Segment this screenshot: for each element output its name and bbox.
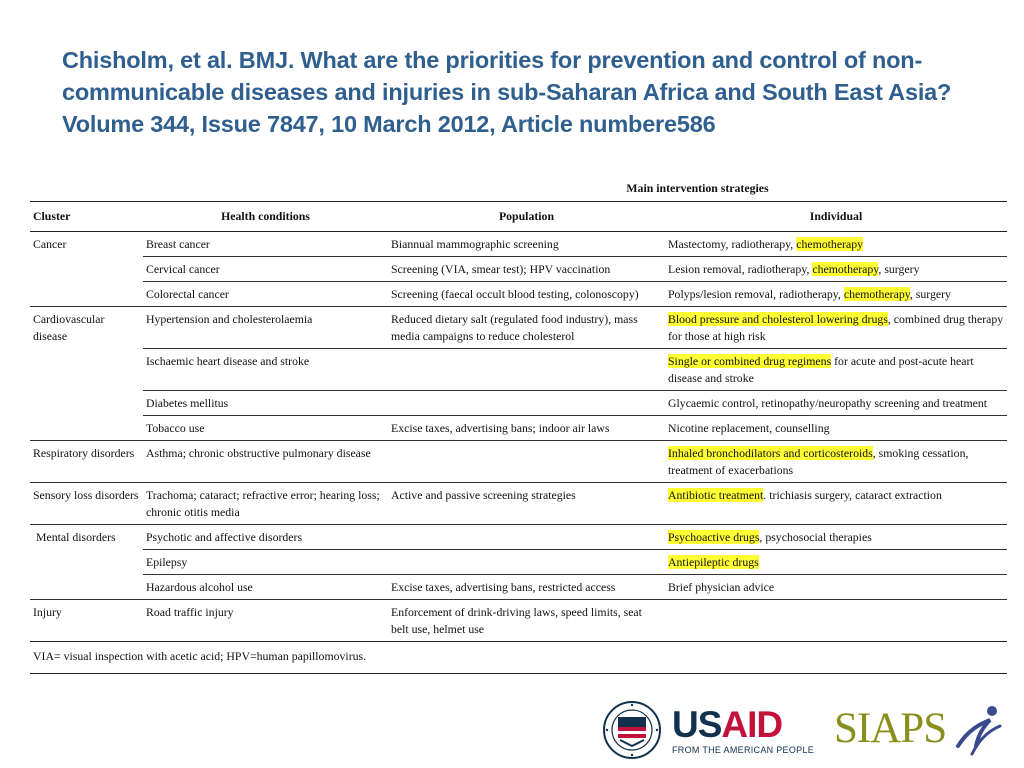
highlighted-text: Blood pressure and cholesterol lowering drugs <box>668 312 888 326</box>
table-footnote: VIA= visual inspection with acetic acid; HPV=human papillomovirus. <box>30 642 1007 674</box>
individual-cell: Brief physician advice <box>665 575 1007 600</box>
table-row <box>30 575 1007 600</box>
highlighted-text: Antibiotic treatment <box>668 488 764 502</box>
interventions-table-container <box>30 178 1007 674</box>
cluster-cell: Cardiovascular disease <box>30 307 143 441</box>
logo-bar <box>602 700 1007 762</box>
table-row <box>30 391 1007 416</box>
table-row <box>30 441 1007 483</box>
condition-cell: Ischaemic heart disease and stroke <box>143 349 388 391</box>
siaps-logo: SIAPS <box>834 705 947 752</box>
individual-cell: Inhaled bronchodilators and corticosteroids, smoking cessation, treatment of exacerbations <box>665 441 1007 483</box>
condition-cell: Hypertension and cholesterolaemia <box>143 307 388 349</box>
population-cell <box>388 349 665 391</box>
population-cell <box>388 550 665 575</box>
population-cell: Reduced dietary salt (regulated food industry), mass media campaigns to reduce cholesterol <box>388 307 665 349</box>
table-row <box>30 282 1007 307</box>
cluster-cell: Respiratory disorders <box>30 441 143 483</box>
individual-cell: Polyps/lesion removal, radiotherapy, chemotherapy, surgery <box>665 282 1007 307</box>
condition-cell: Colorectal cancer <box>143 282 388 307</box>
condition-cell: Asthma; chronic obstructive pulmonary disease <box>143 441 388 483</box>
cluster-cell: Injury <box>30 600 143 642</box>
table-header-row <box>30 202 1007 232</box>
individual-cell: Antibiotic treatment. trichiasis surgery, cataract extraction <box>665 483 1007 525</box>
population-cell <box>388 525 665 550</box>
highlighted-text: Single or combined drug regimens <box>668 354 832 368</box>
table-row <box>30 232 1007 257</box>
individual-cell: Nicotine replacement, counselling <box>665 416 1007 441</box>
usaid-logo <box>672 706 814 755</box>
highlighted-text: chemotherapy <box>796 237 864 251</box>
population-cell: Excise taxes, advertising bans; indoor air laws <box>388 416 665 441</box>
highlighted-text: Inhaled bronchodilators and corticosteroids <box>668 446 873 460</box>
group-header-main-strategies: Main intervention strategies <box>626 181 769 195</box>
individual-cell: Glycaemic control, retinopathy/neuropathy screening and treatment <box>665 391 1007 416</box>
table-row <box>30 483 1007 525</box>
individual-cell: Mastectomy, radiotherapy, chemotherapy <box>668 237 864 251</box>
condition-cell: Hazardous alcohol use <box>143 575 388 600</box>
population-cell <box>388 391 665 416</box>
population-cell: Enforcement of drink-driving laws, speed limits, seat belt use, helmet use <box>388 600 665 642</box>
highlighted-text: Psychoactive drugs <box>668 530 760 544</box>
table-row <box>30 307 1007 349</box>
page-title: Chisholm, et al. BMJ. What are the priorities for prevention and control of non-communicable diseases and injuries in sub-Saharan Africa and South East Asia? Volume 344, Issue 7847, 10 March 2012, Article numbere586 <box>62 47 952 137</box>
table-row <box>30 349 1007 391</box>
usaid-wordmark: USAID <box>672 704 783 745</box>
condition-cell: Tobacco use <box>143 416 388 441</box>
cluster-cell: Sensory loss disorders <box>30 483 143 525</box>
table-row <box>30 416 1007 441</box>
table-group-header-row <box>30 178 1007 202</box>
cluster-cell: Cancer <box>33 237 67 251</box>
highlighted-text: Antiepileptic drugs <box>668 555 759 569</box>
table-footnote-row <box>30 642 1007 674</box>
population-cell: Biannual mammographic screening <box>391 237 559 251</box>
col-header-population: Population <box>388 202 665 232</box>
condition-cell: Breast cancer <box>146 237 210 251</box>
condition-cell: Cervical cancer <box>143 257 388 282</box>
individual-cell <box>665 600 1007 642</box>
individual-cell: Single or combined drug regimens for acute and post-acute heart disease and stroke <box>665 349 1007 391</box>
individual-cell: Lesion removal, radiotherapy, chemotherapy, surgery <box>665 257 1007 282</box>
individual-cell: Psychoactive drugs, psychosocial therapies <box>665 525 1007 550</box>
usaid-tagline: FROM THE AMERICAN PEOPLE <box>672 745 815 755</box>
population-cell: Active and passive screening strategies <box>388 483 665 525</box>
table-row <box>30 525 1007 550</box>
highlighted-text: chemotherapy <box>812 262 879 276</box>
siaps-figure-icon <box>952 702 1004 758</box>
table-row <box>30 550 1007 575</box>
table-row <box>30 600 1007 642</box>
individual-cell <box>665 550 1007 575</box>
condition-cell: Trachoma; cataract; refractive error; hearing loss; chronic otitis media <box>143 483 388 525</box>
population-cell: Excise taxes, advertising bans, restricted access <box>388 575 665 600</box>
condition-cell: Road traffic injury <box>143 600 388 642</box>
table-row <box>30 257 1007 282</box>
population-cell: Screening (faecal occult blood testing, colonoscopy) <box>388 282 665 307</box>
individual-cell: Blood pressure and cholesterol lowering drugs, combined drug therapy for those at high risk <box>665 307 1007 349</box>
col-header-health-conditions: Health conditions <box>143 202 388 232</box>
col-header-individual: Individual <box>665 202 1007 232</box>
interventions-table <box>30 178 1007 674</box>
condition-cell: Diabetes mellitus <box>143 391 388 416</box>
population-cell: Screening (VIA, smear test); HPV vaccination <box>388 257 665 282</box>
condition-cell: Epilepsy <box>143 550 388 575</box>
population-cell <box>388 441 665 483</box>
highlighted-text: chemotherapy <box>843 287 910 301</box>
col-header-cluster: Cluster <box>30 202 143 232</box>
usaid-seal-icon <box>602 700 662 760</box>
condition-cell: Psychotic and affective disorders <box>143 525 388 550</box>
cluster-cell: Mental disorders <box>30 525 143 600</box>
